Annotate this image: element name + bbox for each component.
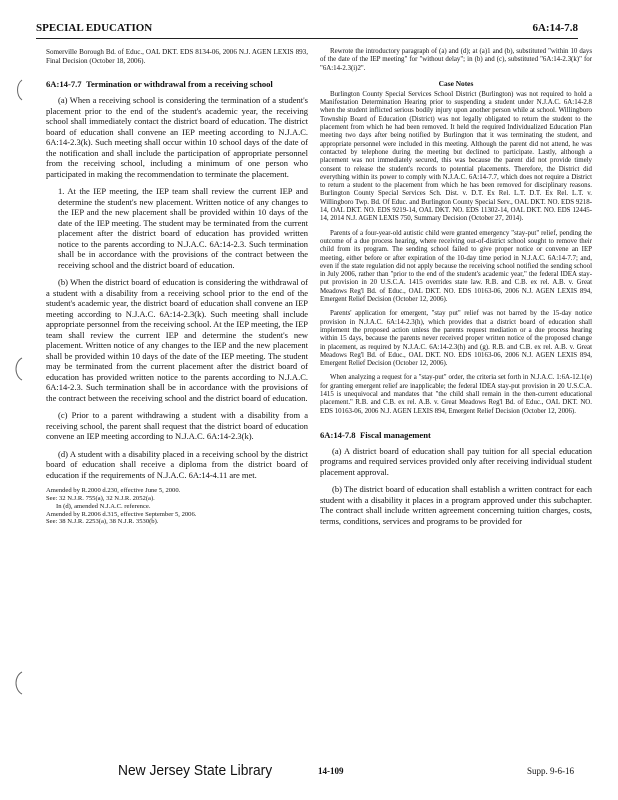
section-title: Termination or withdrawal from a receiving school (86, 79, 273, 90)
paragraph-b: (b) When the district board of education is considering the withdrawal of a student with a disability from a receiving school prior to the end of the student's academic year, the district board of education shall convene an IEP meeting according to N.J.A.C. 6A:14-2.3(k). Such meeting shall include appropriate personnel from the receiving school. At the IEP meeting, the IEP team shall review the current IEP and determine the student's new placement. Written notice of any changes to the IEP and the new placement shall be provided within 10 days of the date of the IEP meeting. The student may be terminated from the current placement after the district board of education has provided written notice to the parents according to N.J.A.C. 6A:14-2.3. Such termination shall be in accordance with the provisions of the contract between the receiving school and the district board of education. (46, 277, 308, 403)
paragraph-a: (a) A district board of education shall pay tuition for all special education programs and required services provided only after receiving individual student placement approval. (320, 445, 592, 477)
history-line: See: 32 N.J.R. 755(a), 32 N.J.R. 2052(a). (46, 494, 155, 502)
case-note: Parents of a four-year-old autistic child were granted emergency "stay-put" relief, pending the outcome of a due process hearing, where receiving out-of-district school sought to remove their child from its program. The sending school failed to give proper notice or convene an IEP meeting, either before or after expiration of the 10-day time period in N.J.A.C. 6A:14-7.7; and, even if the state regulation did not apply because the receiving school notified the sending school in July 2006, rather than "prior to the end of the student's academic year," the federal IDEA stay-put provision in 20 U.S.C.A. 1415 overrides state law. R.B. and C.B. ex rel. A.B. v. Great Meadows Reg'l Bd. of Educ., OAL DKT. NO. EDS 10163-06, 2006 N.J. AGEN LEXIS 894, Emergent Relief Decision (October 12, 2006). (320, 229, 592, 304)
section-heading-7-8 (320, 430, 592, 440)
case-note: When analyzing a request for a "stay-put" order, the criteria set forth in N.J.A.C. 1:6A-12.1(e) for granting emergent relief are inapplicable; the federal IDEA stay-put provision in 20 U.S.C.A. 1415 is unequivocal and mandates that "the child shall remain in the then-current educational placement." R.B. and C.B. ex rel. A.B. v. Great Meadows Reg'l Bd. of Educ., OAL DKT. NO. EDS 10163-06, 2006 N.J. AGEN LEXIS 894, Emergent Relief Decision (October 12, 2006). (320, 374, 592, 415)
paragraph-c: (c) Prior to a parent withdrawing a student with a disability from a receiving school, the parent shall request that the district board of education convene an IEP meeting according to N.J.A.C. 6A:14-2.3(k). (46, 410, 308, 442)
page-header (36, 22, 578, 39)
history-notes (46, 487, 308, 526)
case-note: Burlington County Special Services School District (Burlington) was not required to hold a Manifestation Determination Hearing prior to suspending a student under N.J.A.C. 6A:14-2.8 when the student inflicted serious bodily injury upon another person while at school. Willingboro Township Board of Education (District) was not legally obligated to return the student to the placement from which he had been removed. It held the required Individualized Education Plan meeting two days after being notified by Burlington that it was terminating the student, and appropriate personnel were included in this meeting. Although the parent did not attend, he was contacted by telephone during the meeting but declined to participate. Lastly, although a placement was not immediately secured, this was because the parent did not provide timely consent to release the student's records to potential placements. Therefore, the District did everything within its power to comply with N.J.A.C. 6A:14-7.7, which does not require a District to return a student to the placement from which he has been removed for disciplinary reasons. Burlington County Special Services Sch. Dist. v. D.T. Ex Rel. L.T. D.T. Ex Rel. L.T. v. Willingboro Twp. Bd. Of Educ. and Burlington County Special Serv., OAL DKT. NO. EDS 9218-14, OAL DKT. NO. EDS 9219-14, OAL DKT. NO. EDS 11302-14, OAL DKT. NO. EDS 12445-14, 2014 N.J. AGEN LEXIS 750, Summary Decision (October 27, 2014). (320, 90, 592, 223)
case-note: Parents' application for emergent, "stay put" relief was not barred by the 15-day notice provision in N.J.A.C. 6A:14-2.3(h), which provides that a district board of education shall implement the proposed action unless the parents request mediation or a due process hearing within 15 days, because the parents never received proper written notice of the proposed change in placement, as required by N.J.A.C. 6A:14-2.3(h) and (g). R.B. and C.B. ex rel. A.B. v. Great Meadows Reg'l Bd. of Educ., OAL DKT. NO. EDS 10163-06, 2006 N.J. AGEN LEXIS 894, Emergent Relief Decision (October 12, 2006). (320, 310, 592, 368)
library-stamp: New Jersey State Library (118, 762, 273, 779)
supplement-date: Supp. 9-6-16 (527, 766, 574, 776)
paragraph-a: (a) When a receiving school is considering the termination of a student's placement prior to the end of the student's academic year, the receiving school shall immediately contact the district board of education. The district board of education shall convene an IEP meeting according to N.J.A.C. 6A:14-2.3(k). Such meeting shall occur within 10 school days of the date of the notification and shall include the participation of appropriate personnel from the receiving school, including a minimum of one person who participated in making the recommendation to terminate the placement. (46, 95, 308, 179)
history-line: See: 38 N.J.R. 2253(a), 38 N.J.R. 3530(b). (46, 518, 159, 526)
top-citation: Somerville Borough Bd. of Educ., OAL DKT. EDS 8134-06, 2006 N.J. AGEN LEXIS 893, Final Decision (October 18, 2006). (46, 48, 308, 65)
paragraph-d: (d) A student with a disability placed in a receiving school by the district board of education shall receive a diploma from the district board of education if the requirements of N.J.A.C. 6A:14-4.11 are met. (46, 448, 308, 480)
paragraph-b: (b) The district board of education shall establish a written contract for each student with a disability it places in a program approved under this subchapter. The contract shall include written agreement concerning tuition charges, costs, terms, conditions, services and programs to be provided for (320, 484, 592, 526)
right-column (320, 48, 592, 533)
history-line: In (d), amended N.J.A.C. reference. (56, 502, 151, 510)
section-number: 6A:14-7.8 (320, 429, 356, 440)
page-number: 14-109 (318, 766, 344, 776)
section-number: 6A:14-7.7 (46, 79, 82, 90)
header-section-number: 6A:14-7.8 (532, 22, 578, 34)
case-notes-heading: Case Notes (438, 78, 474, 88)
history-line: Amended by R.2006 d.315, effective September 5, 2006. (46, 510, 197, 518)
left-column (46, 48, 308, 526)
amendment-note: Rewrote the introductory paragraph of (a) and (d); at (a)1 and (b), substituted "within 10 days of the date of the IEP meeting" for "without delay"; in (b) and (c), substituted "6A:14-2.3(k)" for "6A:14-2.3(i)2". (320, 48, 592, 72)
header-chapter-title: SPECIAL EDUCATION (36, 22, 153, 34)
history-line: Amended by R.2000 d.230, effective June 5, 2000. (46, 487, 181, 495)
section-title: Fiscal management (360, 429, 431, 440)
binder-hole-marks (0, 0, 30, 800)
section-heading-7-7 (46, 79, 308, 89)
paragraph-a-1: 1. At the IEP meeting, the IEP team shall review the current IEP and determine the student's new placement. Written notice of any changes to the IEP and the new placement shall be provided within 10 days of the date of the IEP meeting. The student may be terminated from the current placement after the district board of education has provided written notice to the parents according to N.J.A.C. 6A:14-2.3. Such termination shall be in accordance with the provisions of the contract between the receiving school and the district board of education. (58, 186, 308, 270)
